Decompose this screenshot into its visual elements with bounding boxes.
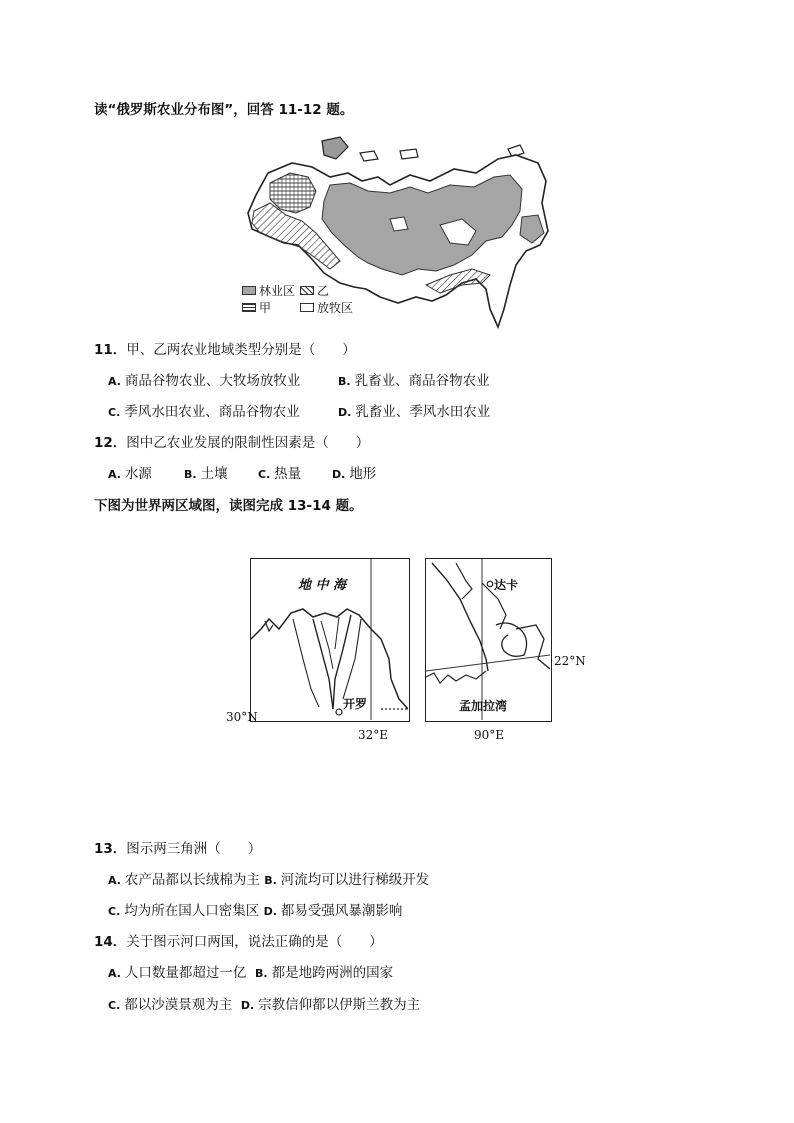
question-14-option-b[interactable] xyxy=(255,965,393,981)
label-bay-of-bengal: 孟加拉湾 xyxy=(459,699,508,713)
legend-forest-label: 林业区 xyxy=(259,284,296,298)
option-letter: D. xyxy=(332,468,346,481)
question-14-option-d[interactable] xyxy=(241,997,420,1013)
option-letter: B. xyxy=(338,375,351,388)
question-11-option-b[interactable] xyxy=(338,372,490,391)
question-13-option-d[interactable] xyxy=(264,903,403,919)
question-14-number: 14． xyxy=(94,934,127,950)
option-letter: C. xyxy=(108,406,121,419)
option-text: 河流均可以进行梯级开发 xyxy=(280,872,430,888)
question-12-text: 图中乙农业发展的限制性因素是（ ） xyxy=(126,435,370,451)
option-text: 宗教信仰都以伊斯兰教为主 xyxy=(258,997,421,1013)
question-14-option-a[interactable] xyxy=(108,965,246,981)
option-letter: C. xyxy=(258,468,271,481)
legend-yi-swatch xyxy=(300,286,314,295)
option-text: 人口数量都超过一亿 xyxy=(124,965,247,981)
question-11-number: 11． xyxy=(94,342,127,358)
legend-forest xyxy=(242,282,295,299)
label-32e: 32°E xyxy=(358,728,389,742)
label-dhaka: 达卡 xyxy=(494,578,519,592)
option-text: 乳畜业、商品谷物农业 xyxy=(354,373,490,389)
legend-jia-label: 甲 xyxy=(259,301,272,315)
question-13 xyxy=(94,840,261,858)
question-12 xyxy=(94,434,369,452)
option-text: 都易受强风暴潮影响 xyxy=(280,903,403,919)
option-letter: B. xyxy=(184,468,197,481)
question-11-option-c[interactable] xyxy=(108,403,300,422)
option-letter: A. xyxy=(108,967,121,980)
question-12-option-a[interactable] xyxy=(108,465,152,484)
question-14-option-cd xyxy=(108,996,420,1015)
option-text: 乳畜业、季风水田农业 xyxy=(355,404,491,420)
russia-map-graphic xyxy=(240,133,550,331)
label-cairo: 开罗 xyxy=(343,697,368,711)
option-letter: A. xyxy=(108,375,121,388)
option-text: 都是地跨两洲的国家 xyxy=(271,965,394,981)
option-letter: B. xyxy=(255,967,268,980)
question-13-option-ab xyxy=(108,871,429,890)
option-text: 热量 xyxy=(274,466,302,482)
question-11-text: 甲、乙两农业地域类型分别是（ ） xyxy=(126,342,356,358)
section1-intro: 读“俄罗斯农业分布图”，回答 11-12 题。 xyxy=(94,102,354,118)
question-13-option-a[interactable] xyxy=(108,872,260,888)
option-letter: D. xyxy=(338,406,352,419)
question-11-option-d[interactable] xyxy=(338,403,490,422)
option-letter: C. xyxy=(108,905,121,918)
legend-yi-label: 乙 xyxy=(317,284,330,298)
label-90e: 90°E xyxy=(474,728,505,742)
section2-intro: 下图为世界两区域图，读图完成 13-14 题。 xyxy=(94,498,363,514)
question-11 xyxy=(94,341,356,359)
option-letter: B. xyxy=(264,874,277,887)
legend-forest-swatch xyxy=(242,286,256,295)
label-mediterranean: 地 中 海 xyxy=(298,578,347,593)
question-14 xyxy=(94,933,383,951)
option-letter: D. xyxy=(263,905,277,918)
question-13-option-cd xyxy=(108,902,402,921)
option-text: 土壤 xyxy=(200,466,228,482)
question-12-option-b[interactable] xyxy=(184,465,228,484)
legend-jia-swatch xyxy=(242,303,256,312)
legend-pasture-swatch xyxy=(300,303,314,312)
option-text: 水源 xyxy=(124,466,152,482)
legend-pasture xyxy=(300,299,353,316)
option-text: 商品谷物农业、大牧场放牧业 xyxy=(124,373,301,389)
option-text: 都以沙漠景观为主 xyxy=(124,997,233,1013)
question-13-option-b[interactable] xyxy=(264,872,429,888)
option-letter: D. xyxy=(240,999,255,1012)
question-12-number: 12． xyxy=(94,435,127,451)
question-14-text: 关于图示河口两国，说法正确的是（ ） xyxy=(126,934,383,950)
label-22n: 22°N xyxy=(554,654,586,668)
option-text: 均为所在国人口密集区 xyxy=(124,903,260,919)
option-text: 季风水田农业、商品谷物农业 xyxy=(124,404,300,420)
question-13-text: 图示两三角洲（ ） xyxy=(126,841,262,857)
legend-yi xyxy=(300,282,329,299)
question-12-option-d[interactable] xyxy=(332,465,376,484)
question-13-option-c[interactable] xyxy=(108,903,259,919)
option-letter: A. xyxy=(108,874,121,887)
option-letter: C. xyxy=(108,999,121,1012)
question-14-option-ab xyxy=(108,964,393,983)
russia-agriculture-map xyxy=(240,133,550,331)
option-letter: A. xyxy=(108,468,121,481)
question-13-number: 13． xyxy=(94,841,127,857)
legend-jia xyxy=(242,299,271,316)
question-11-option-a[interactable] xyxy=(108,372,300,391)
question-12-option-c[interactable] xyxy=(258,465,301,484)
ganges-delta-graphic xyxy=(426,559,550,720)
label-30n: 30°N xyxy=(226,710,258,724)
legend-pasture-label: 放牧区 xyxy=(317,301,354,315)
option-text: 农产品都以长绒棉为主 xyxy=(124,872,260,888)
question-14-option-c[interactable] xyxy=(108,997,232,1013)
option-text: 地形 xyxy=(349,466,377,482)
